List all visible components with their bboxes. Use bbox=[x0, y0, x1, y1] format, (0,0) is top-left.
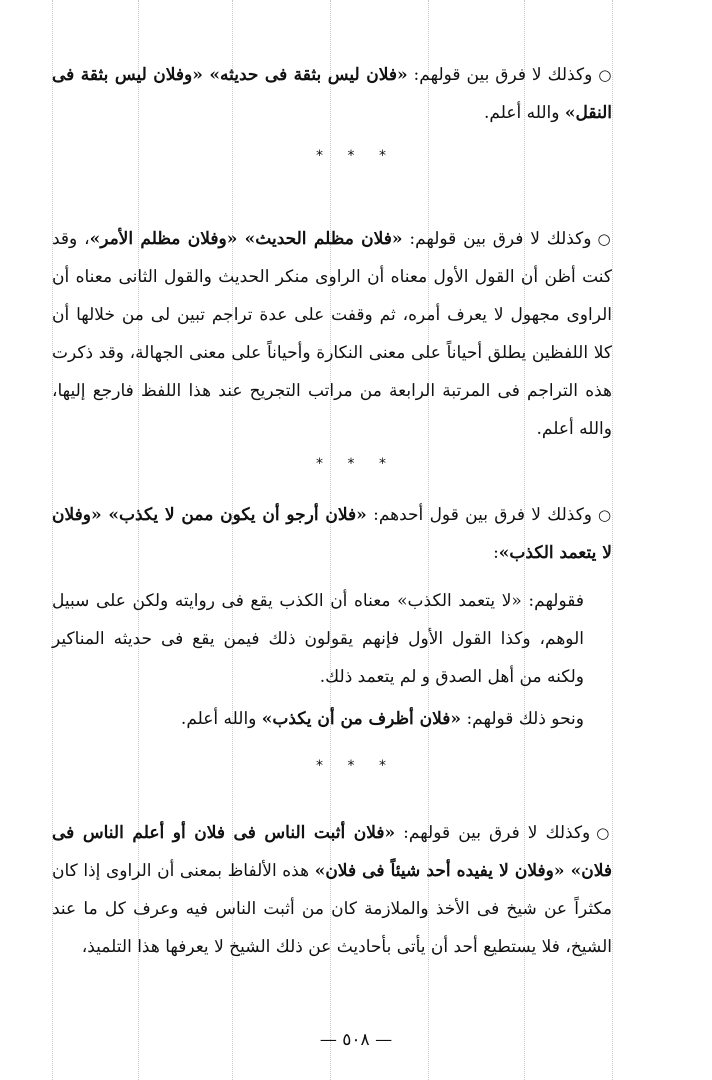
page-number: — ٥٠٨ — bbox=[319, 1030, 393, 1050]
paragraph-section-1 bbox=[52, 56, 612, 132]
circle-bullet-icon: ○ bbox=[597, 230, 612, 248]
quoted-term: «فلان مظلم الحديث» bbox=[244, 229, 403, 249]
circle-bullet-icon: ○ bbox=[598, 506, 612, 524]
section-ending: والله أعلم. bbox=[483, 103, 565, 123]
section-intro: ونحو ذلك قولهم: bbox=[461, 709, 584, 729]
quoted-term: «وفلان مظلم الأمر» bbox=[89, 229, 245, 249]
section-intro: وكذلك لا فرق بين قولهم: bbox=[395, 823, 591, 843]
circle-bullet-icon: ○ bbox=[596, 824, 612, 842]
quoted-term: «فلان أرجو أن يكون ممن لا يكذب» bbox=[108, 505, 367, 525]
quoted-term: «فلان ليس بثقة فى حديثه» bbox=[209, 65, 408, 85]
section-body: ، وقد كنت أظن أن القول الأول معناه أن الراوى منكر الحديث والقول الثانى معناه أن الراوى مجهول لا يعرف أمره، ثم وقفت على عدة تراجم تبين لى من خلالها أن كلا اللفظين يطلق أحياناً على معنى النكارة وأحياناً على معنى الجهالة، وقد ذكرت هذه التراجم فى المرتبة الرابعة من مراتب التجريح عند هذا اللفظ فارجع إليها، والله أعلم. bbox=[52, 229, 612, 439]
section-ending: : bbox=[493, 543, 499, 563]
paragraph-similar-phrase bbox=[52, 700, 612, 738]
quoted-term: «وفلان لا يفيده أحد شيئاً فى فلان» bbox=[314, 861, 571, 881]
circle-bullet-icon: ○ bbox=[598, 66, 612, 84]
section-separator: * * * bbox=[316, 456, 396, 472]
section-intro: وكذلك لا فرق بين قول أحدهم: bbox=[366, 505, 592, 525]
section-intro: وكذلك لا فرق بين قولهم: bbox=[407, 65, 593, 85]
section-body: هذه الألفاظ بمعنى أن الراوى إذا كان مكثراً عن شيخ فى الأخذ والملازمة كان من أثبت الناس فيه وعرف كل ما عند الشيخ، فلا يستطيع أحد أن يأتى بأحاديث عن ذلك الشيخ لا يعرفها هذا التلميذ، bbox=[52, 861, 612, 957]
paragraph-section-2 bbox=[52, 220, 612, 448]
quoted-term: «وفلان ليس بثقة فى النقل» bbox=[52, 65, 612, 123]
paragraph-section-4 bbox=[52, 814, 612, 966]
quoted-term: «فلان أثبت الناس فى فلان أو أعلم الناس فى فلان» bbox=[52, 823, 612, 881]
section-ending: والله أعلم. bbox=[180, 709, 262, 729]
section-separator: * * * bbox=[316, 758, 396, 774]
section-separator: * * * bbox=[316, 148, 396, 164]
quoted-term: «فلان أظرف من أن يكذب» bbox=[261, 709, 462, 729]
quoted-term: «وفلان لا يتعمد الكذب» bbox=[52, 505, 612, 563]
paragraph-section-3 bbox=[52, 496, 612, 572]
section-intro: وكذلك لا فرق بين قولهم: bbox=[402, 229, 592, 249]
paragraph-explanation: فقولهم: «لا يتعمد الكذب» معناه أن الكذب يقع فى روايته ولكن على سبيل الوهم، وكذا القول الأول فإنهم يقولون ذلك فيمن يقع فى حديثه المناكير ولكنه من أهل الصدق و لم يتعمد ذلك. bbox=[52, 591, 584, 687]
